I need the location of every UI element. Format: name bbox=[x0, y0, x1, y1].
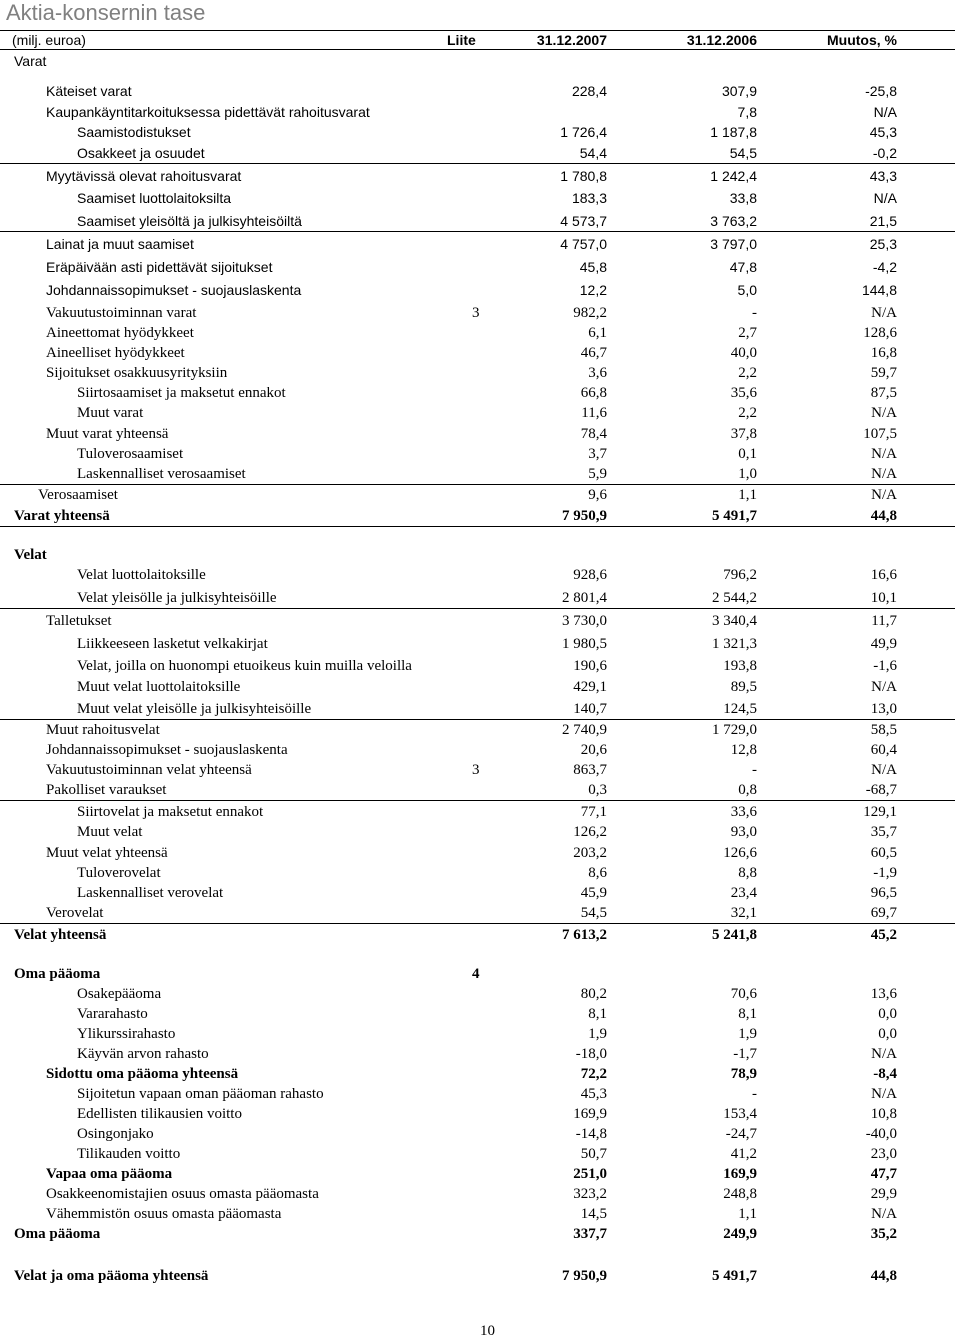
table-row bbox=[0, 1104, 955, 1124]
value-2006: - bbox=[752, 1086, 757, 1102]
value-2006: 193,8 bbox=[723, 658, 757, 674]
change-percent: 60,4 bbox=[870, 742, 897, 758]
change-percent: 0,0 bbox=[878, 1006, 897, 1022]
row-label: Verovelat bbox=[46, 905, 104, 921]
value-2006: 5,0 bbox=[737, 282, 757, 298]
value-2007: 8,6 bbox=[588, 865, 607, 881]
value-2007: 46,7 bbox=[580, 345, 607, 361]
row-label: Muut varat yhteensä bbox=[46, 426, 169, 442]
value-2007: 50,7 bbox=[580, 1146, 607, 1162]
table-row bbox=[0, 863, 955, 883]
table-row bbox=[0, 1266, 955, 1286]
value-2006: 0,8 bbox=[738, 782, 757, 798]
value-2007: 2 740,9 bbox=[562, 722, 607, 738]
table-row bbox=[0, 588, 955, 609]
table-row bbox=[0, 1184, 955, 1204]
value-2007: 228,4 bbox=[571, 83, 607, 99]
value-2006: 54,5 bbox=[729, 145, 757, 161]
table-row bbox=[0, 1164, 955, 1184]
row-label: Velat yhteensä bbox=[14, 927, 107, 943]
change-percent: 10,1 bbox=[870, 590, 897, 606]
table-row bbox=[0, 883, 955, 903]
table-row bbox=[0, 188, 955, 208]
value-2007: 20,6 bbox=[580, 742, 607, 758]
change-percent: 10,8 bbox=[870, 1106, 897, 1122]
change-percent: 60,5 bbox=[870, 845, 897, 861]
value-2007: 77,1 bbox=[580, 804, 607, 820]
change-percent: -25,8 bbox=[865, 83, 897, 99]
value-2006: 3 340,4 bbox=[712, 613, 757, 629]
value-2007: 190,6 bbox=[573, 658, 607, 674]
value-2006: 3 763,2 bbox=[710, 213, 757, 229]
change-percent: 0,0 bbox=[878, 1026, 897, 1042]
change-percent: N/A bbox=[873, 190, 897, 206]
row-label: Käyvän arvon rahasto bbox=[77, 1046, 209, 1062]
value-2006: 47,8 bbox=[729, 259, 757, 275]
value-2006: 1,1 bbox=[738, 1206, 757, 1222]
change-percent: 45,2 bbox=[870, 927, 897, 943]
value-2007: 863,7 bbox=[573, 762, 607, 778]
change-percent: N/A bbox=[871, 679, 897, 695]
value-2006: 248,8 bbox=[723, 1186, 757, 1202]
value-2006: - bbox=[752, 762, 757, 778]
row-label: Muut varat bbox=[77, 405, 144, 421]
change-percent: N/A bbox=[871, 1086, 897, 1102]
table-row bbox=[0, 1044, 955, 1064]
row-label: Edellisten tilikausien voitto bbox=[77, 1106, 242, 1122]
value-2006: 2,2 bbox=[738, 405, 757, 421]
row-label: Pakolliset varaukset bbox=[46, 782, 167, 798]
change-percent: 58,5 bbox=[870, 722, 897, 738]
value-2006: 3 797,0 bbox=[710, 236, 757, 252]
change-percent: 87,5 bbox=[870, 385, 897, 401]
change-percent: 144,8 bbox=[861, 282, 897, 298]
value-2006: 249,9 bbox=[723, 1226, 757, 1242]
table-row bbox=[0, 720, 955, 740]
value-2007: 429,1 bbox=[573, 679, 607, 695]
value-2007: 1 780,8 bbox=[560, 168, 607, 184]
row-label: Vähemmistön osuus omasta pääomasta bbox=[46, 1206, 282, 1222]
value-2007: 7 613,2 bbox=[562, 927, 607, 943]
table-row bbox=[0, 403, 955, 423]
table-row bbox=[0, 1204, 955, 1224]
value-2006: 12,8 bbox=[730, 742, 757, 758]
value-2006: 41,2 bbox=[730, 1146, 757, 1162]
row-label: Laskennalliset verosaamiset bbox=[77, 466, 246, 482]
value-2007: 78,4 bbox=[580, 426, 607, 442]
table-row bbox=[0, 984, 955, 1004]
change-percent: 107,5 bbox=[863, 426, 897, 442]
value-2007: 183,3 bbox=[571, 190, 607, 206]
row-label: Muut velat yleisölle ja julkisyhteisöille bbox=[77, 701, 312, 717]
value-2006: 1 729,0 bbox=[712, 722, 757, 738]
table-row bbox=[0, 964, 955, 984]
value-2006: 5 491,7 bbox=[712, 508, 757, 524]
table-row bbox=[0, 166, 955, 186]
value-2006: 1,1 bbox=[738, 487, 757, 503]
value-2006: 1,0 bbox=[738, 466, 757, 482]
value-2006: 93,0 bbox=[730, 824, 757, 840]
value-2006: 5 241,8 bbox=[712, 927, 757, 943]
change-percent: 44,8 bbox=[870, 508, 897, 524]
change-percent: N/A bbox=[871, 487, 897, 503]
row-label: Vararahasto bbox=[77, 1006, 148, 1022]
change-percent: 35,2 bbox=[870, 1226, 897, 1242]
value-2006: 796,2 bbox=[723, 567, 757, 583]
value-2006: 7,8 bbox=[737, 104, 757, 120]
table-row bbox=[0, 740, 955, 760]
change-percent: 25,3 bbox=[869, 236, 897, 252]
change-percent: 13,6 bbox=[870, 986, 897, 1002]
change-percent: -0,2 bbox=[872, 145, 897, 161]
row-note: 4 bbox=[472, 966, 480, 982]
value-2007: 12,2 bbox=[579, 282, 607, 298]
value-2006: 2,2 bbox=[738, 365, 757, 381]
row-label: Liikkeeseen lasketut velkakirjat bbox=[77, 636, 268, 652]
row-label: Osakkeet ja osuudet bbox=[77, 145, 205, 161]
value-2006: 153,4 bbox=[723, 1106, 757, 1122]
value-2006: 1 242,4 bbox=[710, 168, 757, 184]
change-percent: -1,6 bbox=[873, 658, 897, 674]
value-2007: 3,6 bbox=[588, 365, 607, 381]
table-row bbox=[0, 677, 955, 697]
table-row bbox=[0, 343, 955, 363]
table-row bbox=[0, 802, 955, 822]
value-2007: 14,5 bbox=[580, 1206, 607, 1222]
table-row bbox=[0, 843, 955, 863]
value-2006: -24,7 bbox=[725, 1126, 757, 1142]
value-2007: 337,7 bbox=[573, 1226, 607, 1242]
row-label: Oma pääoma bbox=[14, 966, 101, 982]
change-percent: N/A bbox=[871, 446, 897, 462]
value-2006: 23,4 bbox=[730, 885, 757, 901]
value-2006: 2,7 bbox=[738, 325, 757, 341]
value-2007: 982,2 bbox=[573, 305, 607, 321]
value-2006: 0,1 bbox=[738, 446, 757, 462]
row-label: Varat yhteensä bbox=[14, 508, 110, 524]
table-row bbox=[0, 780, 955, 801]
row-label: Velat, joilla on huonompi etuoikeus kuin muilla veloilla bbox=[77, 658, 412, 674]
change-percent: 29,9 bbox=[870, 1186, 897, 1202]
table-row bbox=[0, 485, 955, 505]
change-percent: N/A bbox=[871, 1046, 897, 1062]
row-label: Johdannaissopimukset - suojauslaskenta bbox=[46, 742, 288, 758]
change-percent: N/A bbox=[871, 762, 897, 778]
table-row bbox=[0, 760, 955, 780]
row-label: Osakkeenomistajien osuus omasta pääomasta bbox=[46, 1186, 319, 1202]
value-2006: 37,8 bbox=[730, 426, 757, 442]
row-label: Muut velat bbox=[77, 824, 143, 840]
table-row bbox=[0, 424, 955, 444]
row-label: Vakuutustoiminnan varat bbox=[46, 305, 197, 321]
row-label: Osingonjako bbox=[77, 1126, 154, 1142]
table-row bbox=[0, 1144, 955, 1164]
value-2007: 203,2 bbox=[573, 845, 607, 861]
unit-label: (milj. euroa) bbox=[12, 32, 86, 48]
table-row bbox=[0, 903, 955, 924]
change-percent: 16,8 bbox=[870, 345, 897, 361]
value-2007: 3,7 bbox=[588, 446, 607, 462]
table-row bbox=[0, 1084, 955, 1104]
change-percent: 96,5 bbox=[870, 885, 897, 901]
page-number: 10 bbox=[480, 1323, 495, 1339]
row-label: Muut velat luottolaitoksille bbox=[77, 679, 241, 695]
value-2007: 72,2 bbox=[580, 1066, 607, 1082]
value-2007: 8,1 bbox=[588, 1006, 607, 1022]
table-row bbox=[0, 699, 955, 720]
row-note: 3 bbox=[472, 762, 480, 778]
change-percent: -4,2 bbox=[872, 259, 897, 275]
row-label: Muut rahoitusvelat bbox=[46, 722, 160, 738]
change-percent: N/A bbox=[871, 466, 897, 482]
table-row bbox=[0, 656, 955, 676]
table-row bbox=[0, 1024, 955, 1044]
change-percent: -1,9 bbox=[873, 865, 897, 881]
value-2006: - bbox=[752, 305, 757, 321]
row-label: Aineettomat hyödykkeet bbox=[46, 325, 194, 341]
table-row bbox=[0, 822, 955, 842]
value-2006: 2 544,2 bbox=[712, 590, 757, 606]
value-2007: 7 950,9 bbox=[562, 1268, 607, 1284]
row-label: Varat bbox=[14, 53, 47, 69]
table-row bbox=[0, 280, 955, 300]
value-2006: 1,9 bbox=[738, 1026, 757, 1042]
value-2006: 35,6 bbox=[730, 385, 757, 401]
value-2007: 6,1 bbox=[588, 325, 607, 341]
row-label: Saamistodistukset bbox=[77, 124, 191, 140]
value-2007: 5,9 bbox=[588, 466, 607, 482]
table-row bbox=[0, 611, 955, 631]
table-row bbox=[0, 634, 955, 654]
change-percent: 69,7 bbox=[870, 905, 897, 921]
table-row bbox=[0, 464, 955, 485]
row-label: Kaupankäyntitarkoituksessa pidettävät rahoitusvarat bbox=[46, 104, 370, 120]
row-label: Saamiset luottolaitoksilta bbox=[77, 190, 232, 206]
change-percent: 129,1 bbox=[863, 804, 897, 820]
table-row bbox=[0, 143, 955, 164]
table-row bbox=[0, 257, 955, 277]
value-2007: 45,3 bbox=[580, 1086, 607, 1102]
row-label: Vakuutustoiminnan velat yhteensä bbox=[46, 762, 252, 778]
change-percent: 11,7 bbox=[871, 613, 897, 629]
change-percent: 128,6 bbox=[863, 325, 897, 341]
value-2007: -18,0 bbox=[575, 1046, 607, 1062]
change-percent: 59,7 bbox=[870, 365, 897, 381]
value-2007: 1,9 bbox=[588, 1026, 607, 1042]
change-percent: N/A bbox=[871, 405, 897, 421]
change-percent: 35,7 bbox=[870, 824, 897, 840]
value-2006: 40,0 bbox=[730, 345, 757, 361]
value-2007: 251,0 bbox=[573, 1166, 607, 1182]
change-percent: N/A bbox=[871, 1206, 897, 1222]
row-label: Sidottu oma pääoma yhteensä bbox=[46, 1066, 239, 1082]
value-2006: 8,8 bbox=[738, 865, 757, 881]
value-2006: 32,1 bbox=[730, 905, 757, 921]
table-row bbox=[0, 102, 955, 122]
row-label: Velat yleisölle ja julkisyhteisöille bbox=[77, 590, 277, 606]
row-label: Käteiset varat bbox=[46, 83, 132, 99]
change-percent: 23,0 bbox=[870, 1146, 897, 1162]
row-label: Osakepääoma bbox=[77, 986, 162, 1002]
change-percent: -68,7 bbox=[865, 782, 897, 798]
table-row bbox=[0, 303, 955, 323]
value-2007: 9,6 bbox=[588, 487, 607, 503]
row-label: Aineelliset hyödykkeet bbox=[46, 345, 185, 361]
row-label: Velat bbox=[14, 547, 47, 563]
value-2006: 307,9 bbox=[721, 83, 757, 99]
value-2007: 3 730,0 bbox=[562, 613, 607, 629]
year-2007-column-header: 31.12.2007 bbox=[536, 32, 607, 48]
value-2006: -1,7 bbox=[733, 1046, 757, 1062]
value-2007: 4 757,0 bbox=[560, 236, 607, 252]
value-2007: 54,4 bbox=[579, 145, 607, 161]
value-2006: 169,9 bbox=[723, 1166, 757, 1182]
row-label: Siirtosaamiset ja maksetut ennakot bbox=[77, 385, 286, 401]
value-2006: 78,9 bbox=[730, 1066, 757, 1082]
year-2006-column-header: 31.12.2006 bbox=[686, 32, 757, 48]
change-percent: N/A bbox=[871, 305, 897, 321]
change-percent: -8,4 bbox=[873, 1066, 897, 1082]
row-label: Johdannaissopimukset - suojauslaskenta bbox=[46, 282, 302, 298]
table-row bbox=[0, 545, 955, 565]
table-row bbox=[0, 1004, 955, 1024]
change-percent: 44,8 bbox=[870, 1268, 897, 1284]
value-2007: 45,9 bbox=[580, 885, 607, 901]
row-label: Velat ja oma pääoma yhteensä bbox=[14, 1268, 209, 1284]
table-row bbox=[0, 81, 955, 101]
change-percent: 13,0 bbox=[870, 701, 897, 717]
row-label: Siirtovelat ja maksetut ennakot bbox=[77, 804, 264, 820]
change-percent: 16,6 bbox=[870, 567, 897, 583]
row-label: Saamiset yleisöltä ja julkisyhteisöiltä bbox=[77, 213, 302, 229]
table-row bbox=[0, 211, 955, 232]
value-2007: 2 801,4 bbox=[562, 590, 607, 606]
change-percent: N/A bbox=[873, 104, 897, 120]
value-2006: 5 491,7 bbox=[712, 1268, 757, 1284]
row-label: Lainat ja muut saamiset bbox=[46, 236, 194, 252]
row-label: Muut velat yhteensä bbox=[46, 845, 168, 861]
value-2007: 80,2 bbox=[580, 986, 607, 1002]
change-percent: 45,3 bbox=[869, 124, 897, 140]
value-2007: 928,6 bbox=[573, 567, 607, 583]
value-2006: 33,8 bbox=[729, 190, 757, 206]
table-header bbox=[0, 30, 955, 50]
value-2006: 8,1 bbox=[738, 1006, 757, 1022]
table-row bbox=[0, 234, 955, 254]
value-2006: 70,6 bbox=[730, 986, 757, 1002]
value-2007: 66,8 bbox=[580, 385, 607, 401]
change-percent: -40,0 bbox=[865, 1126, 897, 1142]
value-2006: 89,5 bbox=[730, 679, 757, 695]
note-column-header: Liite bbox=[447, 32, 476, 48]
value-2007: 45,8 bbox=[579, 259, 607, 275]
row-label: Tuloverosaamiset bbox=[77, 446, 184, 462]
value-2007: 323,2 bbox=[573, 1186, 607, 1202]
row-label: Laskennalliset verovelat bbox=[77, 885, 224, 901]
table-row bbox=[0, 363, 955, 383]
value-2007: 0,3 bbox=[588, 782, 607, 798]
value-2006: 124,5 bbox=[723, 701, 757, 717]
value-2007: 169,9 bbox=[573, 1106, 607, 1122]
table-row bbox=[0, 925, 955, 945]
row-label: Sijoitukset osakkuusyrityksiin bbox=[46, 365, 228, 381]
row-label: Oma pääoma bbox=[14, 1226, 101, 1242]
table-row bbox=[0, 444, 955, 464]
value-2007: 1 726,4 bbox=[560, 124, 607, 140]
table-row bbox=[0, 323, 955, 343]
row-label: Ylikurssirahasto bbox=[77, 1026, 176, 1042]
table-row bbox=[0, 51, 955, 71]
value-2006: 126,6 bbox=[723, 845, 757, 861]
value-2007: 7 950,9 bbox=[562, 508, 607, 524]
value-2006: 33,6 bbox=[730, 804, 757, 820]
value-2006: 1 187,8 bbox=[710, 124, 757, 140]
value-2007: -14,8 bbox=[575, 1126, 607, 1142]
value-2007: 140,7 bbox=[573, 701, 607, 717]
value-2007: 11,6 bbox=[581, 405, 607, 421]
value-2006: 1 321,3 bbox=[712, 636, 757, 652]
change-percent: 47,7 bbox=[870, 1166, 897, 1182]
row-label: Tilikauden voitto bbox=[77, 1146, 181, 1162]
row-label: Vapaa oma pääoma bbox=[46, 1166, 173, 1182]
table-row bbox=[0, 1124, 955, 1144]
change-column-header: Muutos, % bbox=[827, 32, 897, 48]
page-title: Aktia-konsernin tase bbox=[6, 0, 206, 25]
row-label: Verosaamiset bbox=[38, 487, 118, 503]
row-label: Velat luottolaitoksille bbox=[77, 567, 206, 583]
value-2007: 1 980,5 bbox=[562, 636, 607, 652]
table-row bbox=[0, 383, 955, 403]
table-row bbox=[0, 506, 955, 527]
table-row bbox=[0, 565, 955, 585]
row-label: Myytävissä olevat rahoitusvarat bbox=[46, 168, 242, 184]
value-2007: 126,2 bbox=[573, 824, 607, 840]
row-label: Eräpäivään asti pidettävät sijoitukset bbox=[46, 259, 273, 275]
change-percent: 49,9 bbox=[870, 636, 897, 652]
row-note: 3 bbox=[472, 305, 480, 321]
value-2007: 4 573,7 bbox=[560, 213, 607, 229]
row-label: Sijoitetun vapaan oman pääoman rahasto bbox=[77, 1086, 324, 1102]
row-label: Talletukset bbox=[46, 613, 112, 629]
change-percent: 43,3 bbox=[869, 168, 897, 184]
row-label: Tuloverovelat bbox=[77, 865, 161, 881]
table-row bbox=[0, 1064, 955, 1084]
value-2007: 54,5 bbox=[580, 905, 607, 921]
table-row bbox=[0, 122, 955, 142]
table-row bbox=[0, 1224, 955, 1244]
change-percent: 21,5 bbox=[869, 213, 897, 229]
